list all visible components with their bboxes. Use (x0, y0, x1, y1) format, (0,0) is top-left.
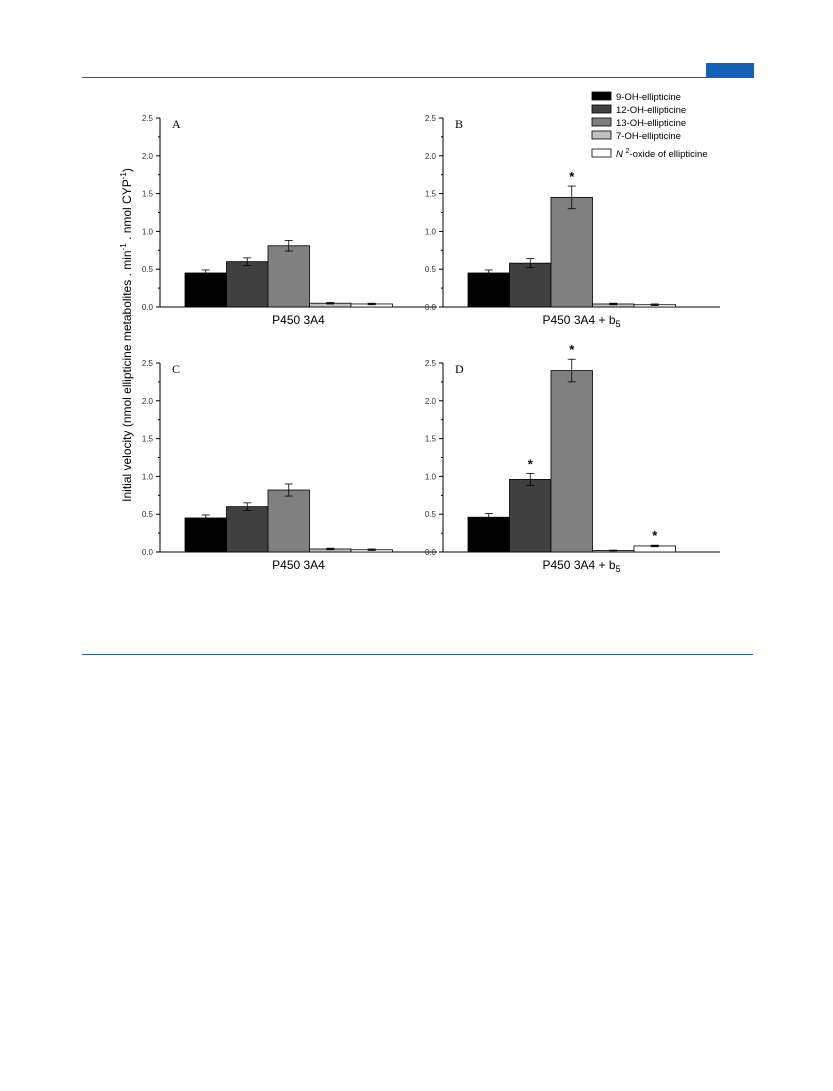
legend-swatch (592, 92, 611, 100)
legend-item (592, 105, 686, 116)
y-tick-label: 1.5 (141, 434, 153, 444)
bar-9-oh-ellipticine (468, 273, 510, 307)
legend-swatch (592, 131, 611, 139)
y-tick-label: 1.5 (141, 189, 153, 199)
y-tick-label: 0.0 (141, 303, 153, 312)
bar-12-oh-ellipticine (510, 479, 552, 552)
significance-star: * (652, 528, 658, 544)
panel-d (425, 342, 720, 574)
y-tick-label: 2.5 (141, 114, 153, 123)
legend-label: 9-OH-ellipticine (616, 92, 681, 103)
y-tick-label: 2.5 (424, 359, 436, 368)
y-tick-label: 0.0 (141, 548, 153, 557)
legend-swatch (592, 118, 611, 126)
y-tick-label: 0.5 (141, 265, 153, 275)
legend-item (592, 131, 681, 142)
bar-12-oh-ellipticine (227, 262, 269, 307)
y-tick-label: 2.5 (424, 114, 436, 123)
bar-12-oh-ellipticine (227, 507, 269, 552)
y-axis-label: Initial velocity (nmol ellipticine metabolites . $\min^{-1}$ . nmol $CYP^{-1}$) (119, 168, 134, 502)
significance-star: * (569, 342, 575, 358)
y-tick-label: 2.0 (424, 151, 436, 161)
bar-13-oh-ellipticine (551, 371, 593, 552)
panel-letter: B (455, 117, 464, 131)
y-tick-label: 2.0 (141, 396, 153, 406)
legend-item (592, 118, 686, 129)
legend-label: 13-OH-ellipticine (616, 118, 687, 129)
legend-item (592, 148, 708, 160)
bar-9-oh-ellipticine (185, 518, 227, 552)
y-tick-label: 1.5 (424, 189, 436, 199)
y-tick-label: 0.0 (424, 303, 436, 312)
y-tick-label: 0.5 (424, 265, 436, 275)
x-axis-label: P450 $3A4 + b_5$ (542, 558, 621, 574)
legend-label: 7-OH-ellipticine (616, 131, 681, 142)
panel-c (142, 359, 437, 572)
x-axis-label: P450 3A4 (272, 313, 325, 327)
legend (592, 92, 708, 160)
legend-item (592, 92, 681, 103)
significance-star: * (527, 456, 533, 472)
panel-a (142, 114, 437, 327)
y-tick-label: 2.5 (141, 359, 153, 368)
y-tick-label: 2.0 (141, 151, 153, 161)
bar-12-oh-ellipticine (510, 263, 552, 307)
y-tick-label: 2.0 (424, 396, 436, 406)
panel-b (425, 114, 720, 329)
panel-letter: A (172, 117, 181, 131)
panel-letter: C (172, 362, 181, 376)
y-tick-label: 1.0 (141, 227, 153, 237)
legend-swatch (592, 105, 611, 113)
y-tick-label: 0.0 (424, 548, 436, 557)
x-axis-label: P450 $3A4 + b_5$ (542, 313, 621, 329)
y-tick-label: 1.5 (424, 434, 436, 444)
y-tick-label: 1.0 (424, 227, 436, 237)
bar-13-oh-ellipticine (268, 246, 310, 307)
y-tick-label: 1.0 (141, 472, 153, 482)
bar-9-oh-ellipticine (185, 273, 227, 307)
bar-13-oh-ellipticine (551, 197, 593, 307)
y-tick-label: 0.5 (141, 510, 153, 520)
legend-swatch (592, 149, 611, 157)
y-tick-label: 0.5 (424, 510, 436, 520)
bar-9-oh-ellipticine (468, 517, 510, 552)
legend-label: N $^2$-oxide of ellipticine (616, 148, 708, 160)
significance-star: * (569, 169, 575, 185)
y-tick-label: 1.0 (424, 472, 436, 482)
panel-letter: D (455, 362, 464, 376)
bar-13-oh-ellipticine (268, 490, 310, 552)
panels-layer (142, 114, 720, 574)
x-axis-label: P450 3A4 (272, 558, 325, 572)
legend-label: 12-OH-ellipticine (616, 105, 687, 116)
